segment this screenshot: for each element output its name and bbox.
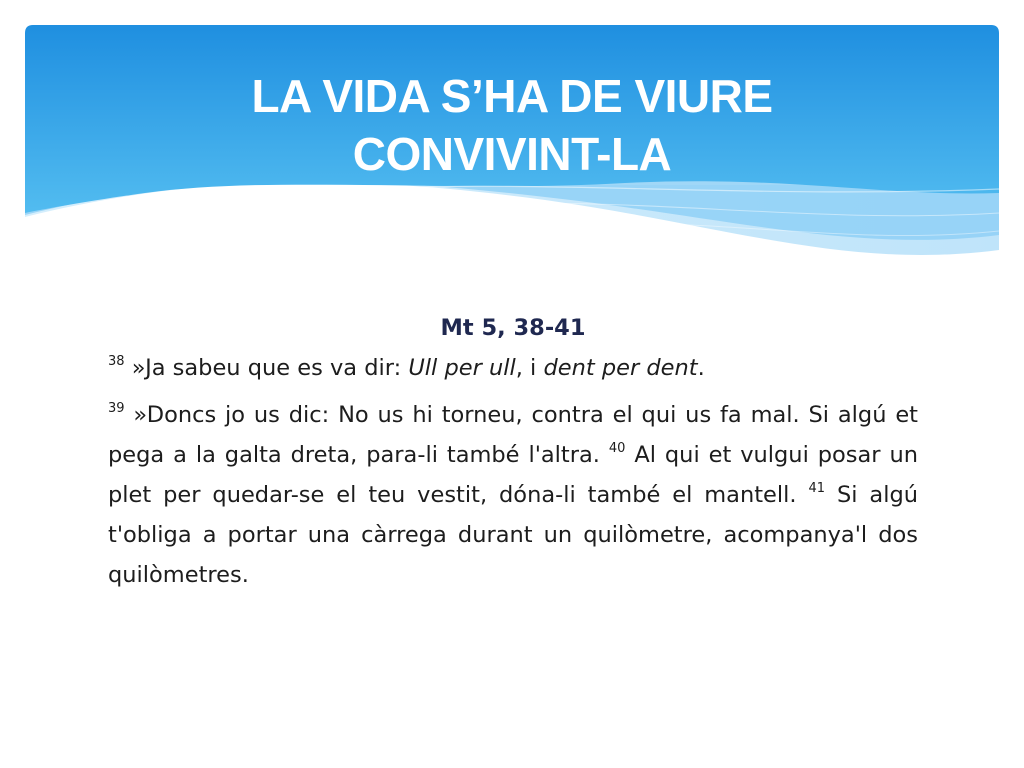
bible-reference: Mt 5, 38-41 (440, 315, 586, 341)
slide-title (25, 67, 999, 183)
title-line-2: CONVIVINT-LA (352, 128, 672, 180)
verse-number: 38 (108, 354, 125, 369)
verse-text: »Ja sabeu que es va dir: (124, 355, 409, 381)
verse-quote: Ull per ull (408, 355, 516, 381)
verse-text: Al qui et vulgui posar un plet per quedar-se el teu vestit, dóna-li també el mantell. (108, 442, 918, 508)
verses-39-41 (108, 395, 918, 595)
title-banner (25, 25, 999, 290)
verse-text: . (697, 355, 705, 381)
scripture-passage (108, 308, 918, 595)
verse-text: , i (515, 355, 544, 381)
verse-text: Si algú t'obliga a portar una càrrega durant un quilòmetre, acompanya'l dos quilòmetres. (108, 482, 918, 588)
verse-quote: dent per dent (543, 355, 698, 381)
verse-38 (108, 348, 918, 388)
verse-number: 41 (808, 481, 826, 496)
verse-number: 40 (608, 441, 626, 456)
title-line-1: LA VIDA S’HA DE VIURE (251, 70, 773, 122)
verse-number: 39 (108, 401, 125, 416)
verse-text: »Doncs jo us dic: No us hi torneu, contra el qui us fa mal. Si algú et pega a la galta dreta, para-li també l'altra. (108, 402, 918, 468)
